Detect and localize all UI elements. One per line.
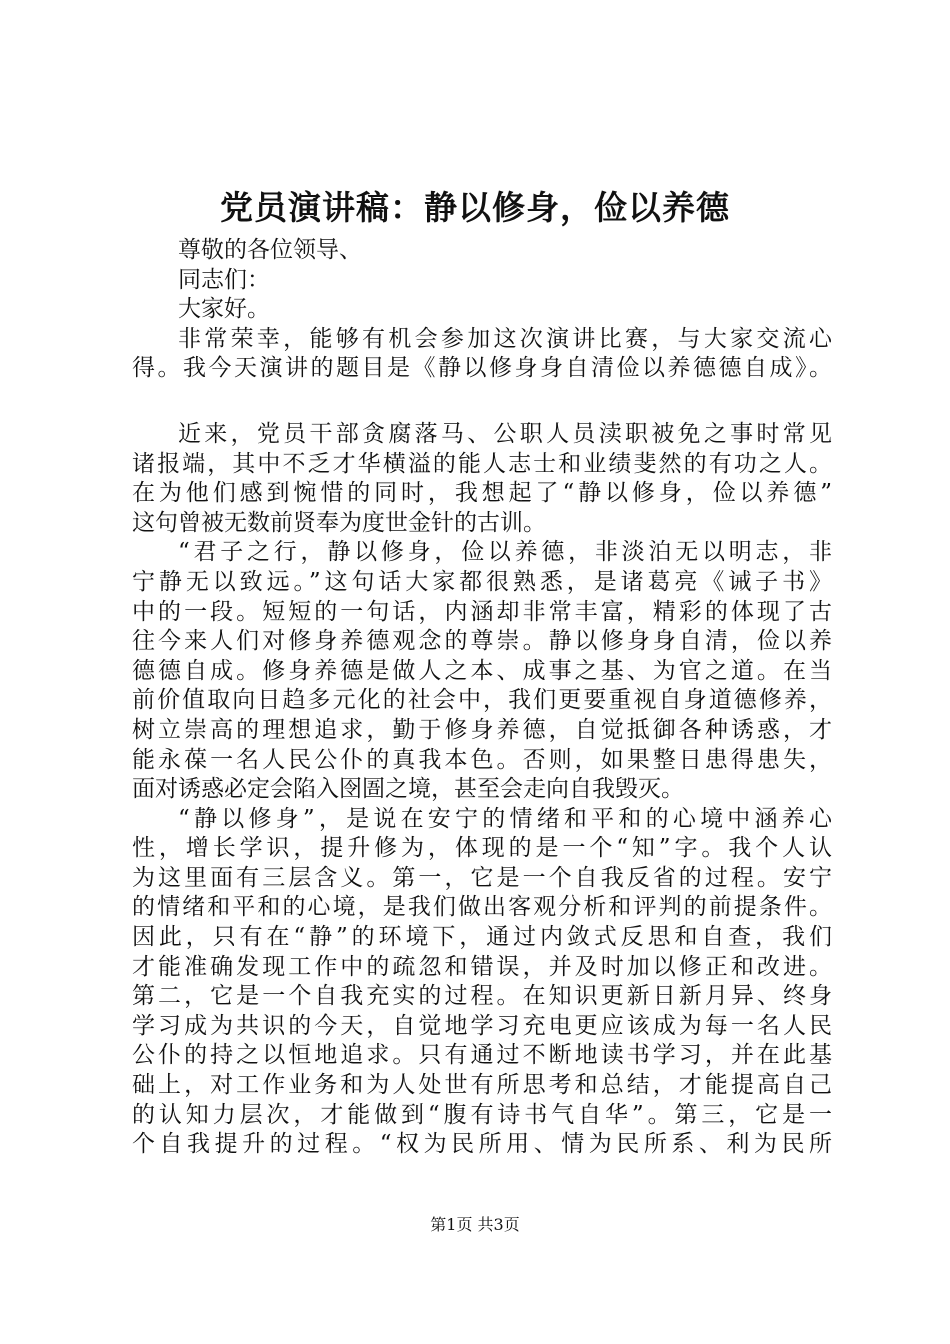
- paragraph-line: 础上，对工作业务和为人处世有所思考和总结，才能提高自己: [132, 1072, 832, 1099]
- paragraph-line: 这句曾被无数前贤奉为度世金针的古训。: [132, 509, 546, 536]
- paragraph-line: 面对诱惑必定会陷入囹圄之境，甚至会走向自我毁灭。: [132, 776, 684, 803]
- paragraph-line: 能永葆一名人民公仆的真我本色。否则，如果整日患得患失，: [132, 746, 832, 773]
- greeting-line: 大家好。: [178, 296, 270, 323]
- paragraph-line: 第二，它是一个自我充实的过程。在知识更新日新月异、终身: [132, 983, 832, 1010]
- paragraph-line: 学习成为共识的今天，自觉地学习充电更应该成为每一名人民: [132, 1012, 832, 1039]
- paragraph-line: 非常荣幸，能够有机会参加这次演讲比赛，与大家交流心: [178, 325, 832, 352]
- paragraph-line: 为这里面有三层含义。第一，它是一个自我反省的过程。安宁: [132, 864, 832, 891]
- paragraph-line: “静以修身”，是说在安宁的情绪和平和的心境中涵养心: [178, 805, 832, 832]
- paragraph-line: 性，增长学识，提升修为，体现的是一个“知”字。我个人认: [132, 835, 832, 862]
- paragraph-line: 公仆的持之以恒地追求。只有通过不断地读书学习，并在此基: [132, 1042, 832, 1069]
- paragraph-line: 前价值取向日趋多元化的社会中，我们更要重视自身道德修养，: [132, 687, 832, 714]
- paragraph-line: 宁静无以致远。”这句话大家都很熟悉，是诸葛亮《诫子书》: [132, 568, 832, 595]
- document-body: [132, 236, 832, 1160]
- paragraph-line: 在为他们感到惋惜的同时，我想起了“静以修身，俭以养德”: [132, 480, 832, 507]
- paragraph-line: 因此，只有在“静”的环境下，通过内敛式反思和自查，我们: [132, 924, 832, 951]
- paragraph-line: 的认知力层次，才能做到“腹有诗书气自华”。第三，它是一: [132, 1101, 832, 1128]
- salutation-line: 同志们：: [178, 266, 270, 293]
- paragraph-line: 个自我提升的过程。“权为民所用、情为民所系、利为民所: [132, 1131, 832, 1158]
- salutation-line: 尊敬的各位领导、: [178, 237, 362, 263]
- page-title: 党员演讲稿：静以修身，俭以养德: [220, 188, 730, 227]
- paragraph-line: “君子之行，静以修身，俭以养德，非淡泊无以明志，非: [178, 539, 832, 566]
- paragraph-line: 才能准确发现工作中的疏忽和错误，并及时加以修正和改进。: [132, 953, 832, 980]
- paragraph-line: 诸报端，其中不乏才华横溢的能人志士和业绩斐然的有功之人。: [132, 450, 832, 477]
- paragraph-line: 得。我今天演讲的题目是《静以修身身自清俭以养德德自成》。: [132, 355, 832, 382]
- paragraph-line: 树立崇高的理想追求，勤于修身养德，自觉抵御各种诱惑，才: [132, 716, 832, 743]
- paragraph-line: 的情绪和平和的心境，是我们做出客观分析和评判的前提条件。: [132, 894, 832, 921]
- paragraph-line: 中的一段。短短的一句话，内涵却非常丰富，精彩的体现了古: [132, 598, 832, 625]
- paragraph-line: 往今来人们对修身养德观念的尊崇。静以修身身自清，俭以养: [132, 628, 832, 655]
- page-footer: 第1页 共3页: [430, 1215, 520, 1234]
- paragraph-gap: [132, 384, 832, 420]
- paragraph-line: 近来，党员干部贪腐落马、公职人员渎职被免之事时常见: [178, 420, 832, 447]
- paragraph-line: 德德自成。修身养德是做人之本、成事之基、为官之道。在当: [132, 657, 832, 684]
